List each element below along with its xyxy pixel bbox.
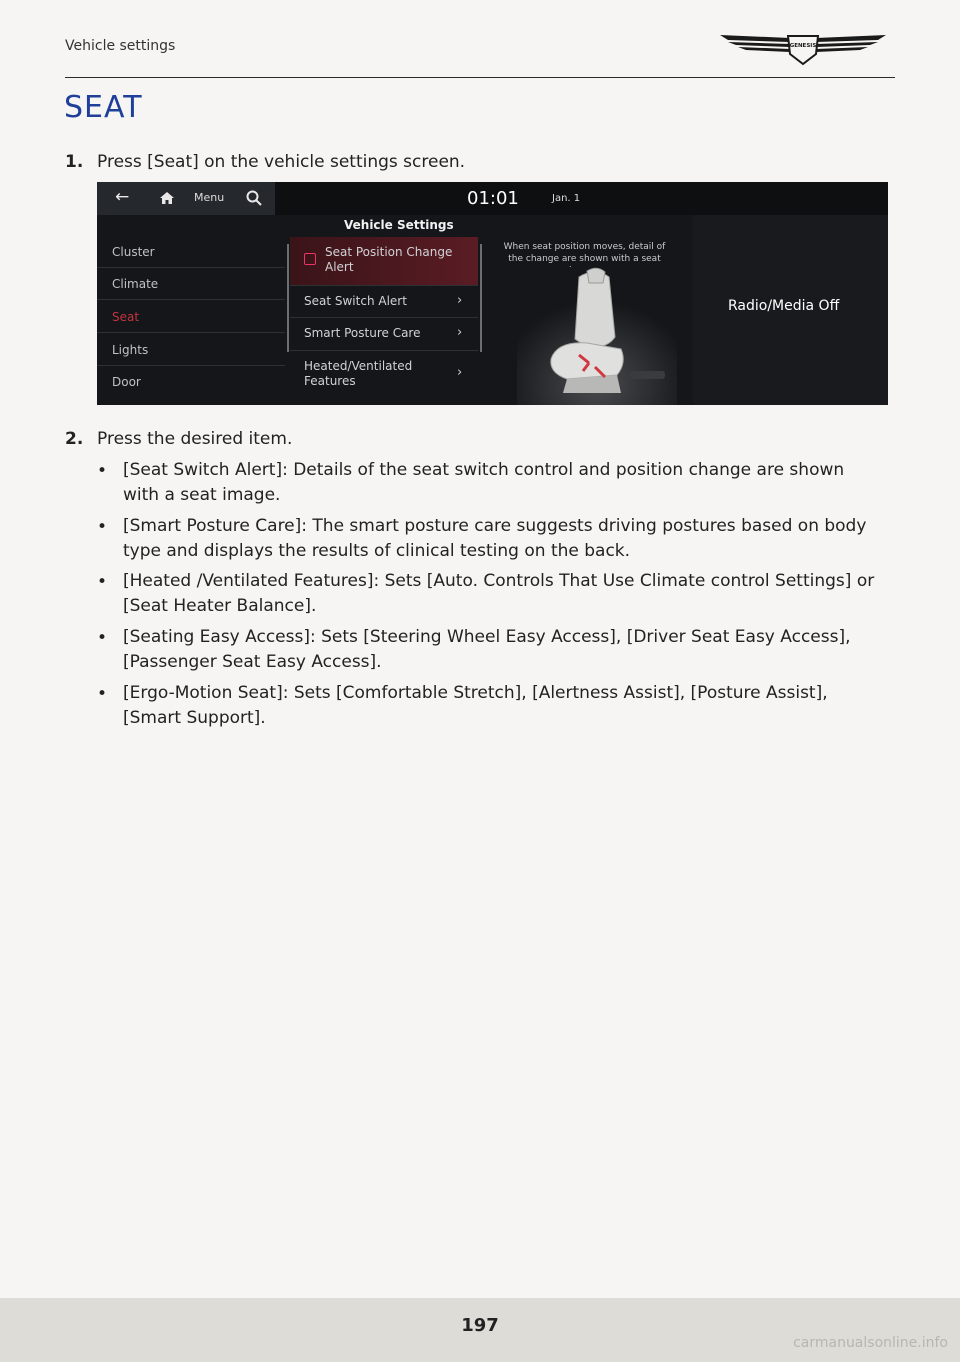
bullet-line: [Heated /Ventilated Features]: Sets [Auto. Controls That Use Climate control Settings] or (123, 571, 875, 591)
step-text: Press [Seat] on the vehicle settings screen. (97, 152, 466, 172)
genesis-logo (718, 28, 888, 68)
vehicle-settings-screenshot (97, 182, 888, 405)
page-title: SEAT (64, 90, 143, 125)
step-1 (65, 152, 465, 172)
seat-submenu (290, 237, 478, 405)
chevron-right-icon: › (457, 365, 463, 380)
menu-button[interactable]: Menu (194, 191, 225, 204)
chevron-right-icon: › (457, 293, 463, 308)
menu-item-lights[interactable]: Lights (112, 343, 149, 357)
menu-item-seat[interactable]: Seat (112, 310, 140, 324)
bullet-dot: • (97, 517, 108, 537)
watermark: carmanualsonline.info (793, 1335, 948, 1351)
bullet-line: [Ergo-Motion Seat]: Sets [Comfortable Stretch], [Alertness Assist], [Posture Assist], (123, 683, 828, 703)
step-number: 2. (65, 429, 84, 449)
submenu-label: Heated/Ventilated (304, 359, 413, 373)
bullet-dot: • (97, 628, 108, 648)
top-bar (97, 182, 888, 215)
bullet-item (123, 625, 898, 675)
submenu-heated-ventilated-features[interactable] (304, 359, 412, 389)
back-arrow-icon[interactable]: ← (115, 187, 130, 207)
submenu-smart-posture-care[interactable]: Smart Posture Care (304, 326, 421, 340)
submenu-seat-switch-alert[interactable]: Seat Switch Alert (304, 294, 407, 308)
date: Jan. 1 (552, 193, 581, 204)
header-divider (65, 77, 895, 78)
bullet-item (123, 458, 898, 508)
bullet-line: [Passenger Seat Easy Access]. (123, 652, 382, 672)
bullet-dot: • (97, 461, 108, 481)
step-text: Press the desired item. (97, 429, 293, 449)
home-icon[interactable] (159, 191, 175, 205)
menu-item-door[interactable]: Door (112, 375, 141, 389)
bullet-item (123, 569, 898, 619)
panel-title: Vehicle Settings (344, 218, 454, 232)
bullet-line: [Seat Switch Alert]: Details of the seat switch control and position change are shown (123, 460, 845, 480)
bullet-line: type and displays the results of clinical testing on the back. (123, 541, 631, 561)
seat-info-text: When seat position moves, detail of the change are shown with a seat (503, 242, 666, 264)
seat-image (517, 267, 677, 405)
bullet-line: with a seat image. (123, 485, 281, 505)
bullet-line: [Smart Support]. (123, 708, 266, 728)
bullet-dot: • (97, 572, 108, 592)
submenu-label: Seat Position Change (325, 245, 453, 259)
submenu-label: Alert (325, 260, 354, 274)
step-number: 1. (65, 152, 84, 172)
search-icon[interactable] (246, 190, 262, 206)
submenu-label: Features (304, 374, 356, 388)
bullet-dot: • (97, 684, 108, 704)
bullet-line: [Seat Heater Balance]. (123, 596, 317, 616)
left-menu (97, 237, 285, 405)
checkbox-icon[interactable] (304, 253, 316, 265)
menu-item-cluster[interactable]: Cluster (112, 245, 155, 259)
bullet-item (123, 681, 898, 731)
bullet-line: [Seating Easy Access]: Sets [Steering Wheel Easy Access], [Driver Seat Easy Access], (123, 627, 851, 647)
submenu-seat-position-change-alert[interactable] (325, 245, 452, 275)
bullet-item (123, 514, 898, 564)
page-number: 197 (461, 1315, 499, 1336)
header-section-title: Vehicle settings (65, 38, 176, 54)
clock: 01:01 (467, 188, 519, 209)
bullet-line: [Smart Posture Care]: The smart posture care suggests driving postures based on body (123, 516, 867, 536)
media-status[interactable]: Radio/Media Off (728, 298, 840, 314)
menu-item-climate[interactable]: Climate (112, 277, 159, 291)
svg-text:GENESIS: GENESIS (789, 43, 817, 49)
chevron-right-icon: › (457, 325, 463, 340)
step-2 (65, 429, 292, 449)
